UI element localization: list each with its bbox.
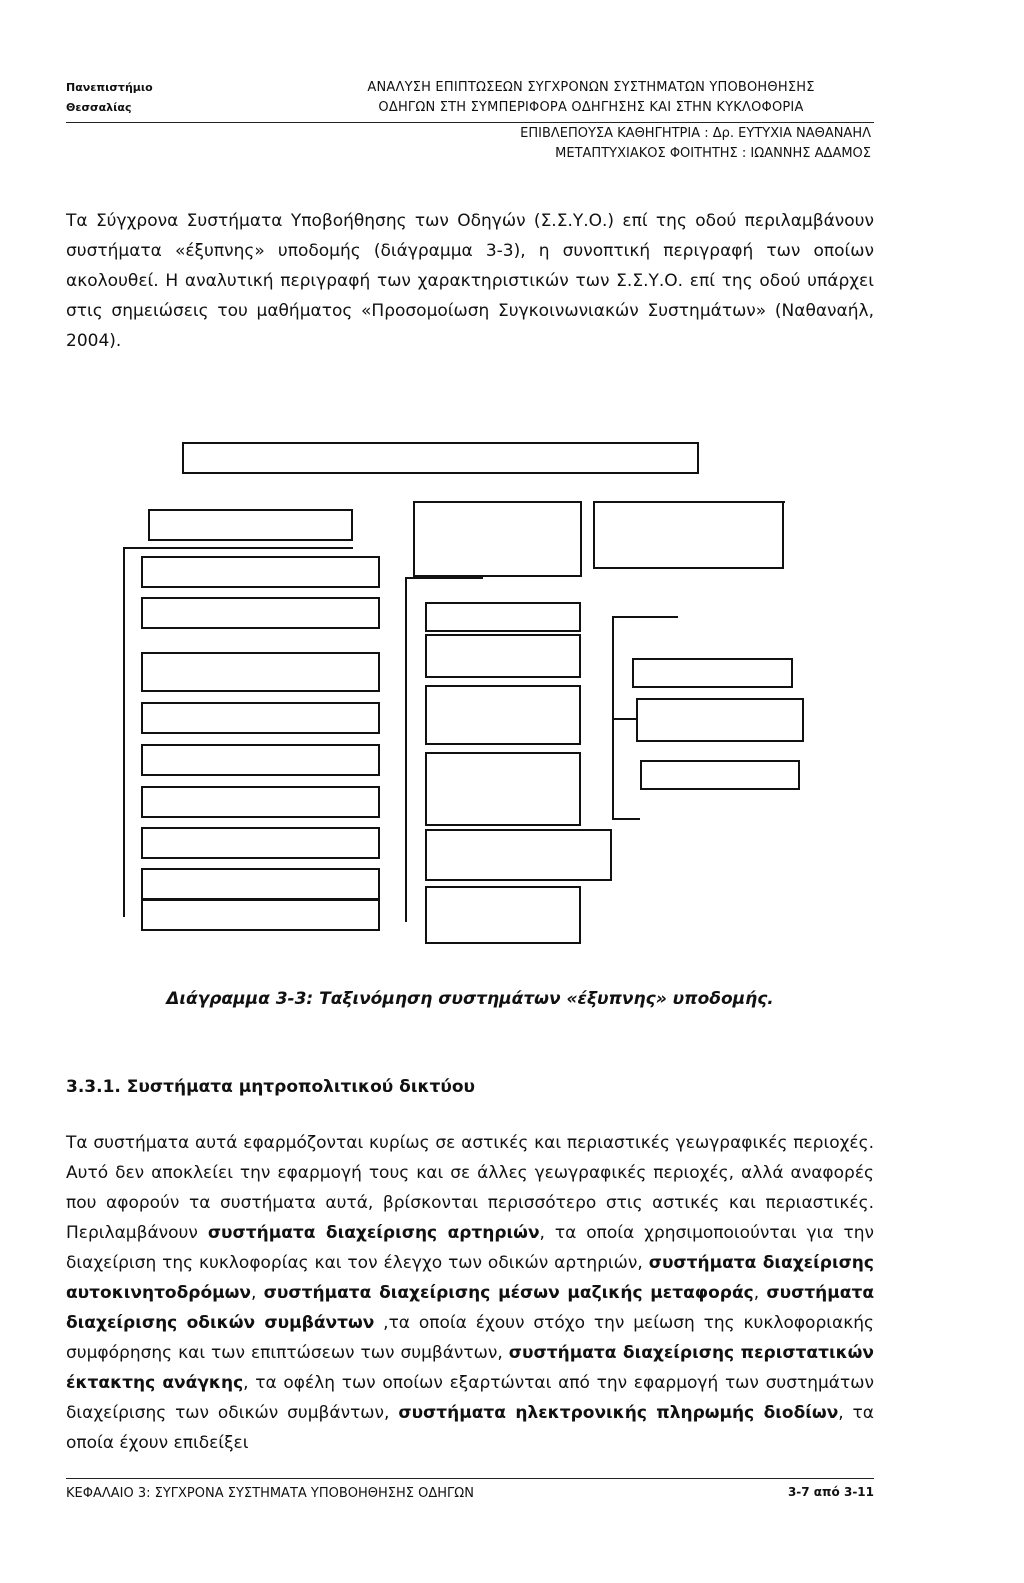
diagram-col2-item [425, 752, 581, 826]
diagram-col1-item [141, 786, 380, 818]
diagram-col2-item [425, 602, 581, 632]
intro-text: Τα Σύγχρονα Συστήματα Υποβοήθησης των Οδηγών (Σ.Σ.Υ.Ο.) επί της οδού περιλαμβάνουν συστήματα «έξυπνης» υποδομής (διάγραμμα 3-3), η συνοπτική περιγραφή των οποίων ακολουθεί. Η αναλυτική περιγραφή των χαρακτηριστικών των Σ.Σ.Υ.Ο. επί της οδού υπάρχει στις σημειώσεις του μαθήματος «Προσομοίωση Συγκοινωνιακών Συστημάτων» (Ναθαναήλ, 2004). [66, 211, 874, 351]
term-emergency-management: συστήματα διαχείρισης περιστατικών έκτακτης ανάγκης [66, 1343, 874, 1393]
term-arterial-management: συστήματα διαχείρισης αρτηριών [207, 1223, 540, 1243]
diagram-col1-item [141, 556, 380, 588]
diagram-col3-connector [612, 718, 636, 720]
thesis-title-line-2: ΟΔΗΓΩΝ ΣΤΗ ΣΥΜΠΕΡΙΦΟΡΑ ΟΔΗΓΗΣΗΣ ΚΑΙ ΣΤΗΝ ΚΥΚΛΟΦΟΡΙΑ [378, 100, 804, 115]
diagram-col2-line [405, 577, 483, 579]
term-incident-management: συστήματα διαχείρισης οδικών συμβάντων [66, 1283, 875, 1333]
university-line-1: Πανεπιστήμιο [66, 81, 153, 94]
diagram-col1-item [141, 744, 380, 776]
diagram-col1-item [141, 702, 380, 734]
diagram-col3-spine [612, 616, 614, 818]
student-line: ΜΕΤΑΠΤΥΧΙΑΚΟΣ ΦΟΙΤΗΤΗΣ : ΙΩΑΝΝΗΣ ΑΔΑΜΟΣ [555, 146, 871, 161]
section-heading: 3.3.1. Συστήματα μητροπολιτικού δικτύου [66, 1077, 476, 1097]
term-electronic-toll: συστήματα ηλεκτρονικής πληρωμής διοδίων [398, 1403, 839, 1423]
text-run: Τα συστήματα αυτά εφαρμόζονται κυρίως σε αστικές και περιαστικές γεωγραφικές περιοχές. Αυτό δεν αποκλείει την εφαρμογή τους και σε άλλες γεωγραφικές περιοχές, αλλά αναφορές που αφορούν τα συστήματα αυτά, βρίσκονται περισσότερο στις αστικές και περιαστικές. Περιλαμβάνουν [66, 1133, 874, 1243]
diagram-col2-spine [405, 577, 407, 922]
diagram-col1-item [141, 597, 380, 629]
text-run: , τα οποία έχουν επιδείξει [66, 1403, 875, 1453]
diagram-caption: Διάγραμμα 3-3: Ταξινόμηση συστημάτων «έξυπνης» υποδομής. [166, 989, 774, 1009]
section-paragraph [66, 1128, 874, 1458]
diagram-col3-line [612, 616, 678, 618]
university-line-2: Θεσσαλίας [66, 101, 132, 114]
diagram-col1-item [141, 652, 380, 692]
text-run: , [251, 1283, 264, 1303]
diagram-col3-header [593, 501, 784, 569]
diagram-col2-item [425, 634, 581, 678]
diagram-col3-item [632, 658, 793, 688]
term-transit-management: συστήματα διαχείρισης μέσων μαζικής μεταφοράς [263, 1283, 754, 1303]
footer-chapter: ΚΕΦΑΛΑΙΟ 3: ΣΥΓΧΡΟΝΑ ΣΥΣΤΗΜΑΤΑ ΥΠΟΒΟΗΘΗΣΗΣ ΟΔΗΓΩΝ [66, 1486, 474, 1501]
diagram-col3-connector [612, 818, 640, 820]
diagram-col1-header [148, 509, 353, 541]
diagram-col1-line [123, 547, 353, 549]
diagram-col1-item [141, 868, 380, 900]
term-freeway-management: συστήματα διαχείρισης αυτοκινητοδρόμων [66, 1253, 874, 1303]
text-run: , τα οφέλη των οποίων εξαρτώνται από την εφαρμογή των συστημάτων διαχείρισης των οδικών συμβάντων, [66, 1373, 874, 1423]
text-run: , [753, 1283, 767, 1303]
text-run: ,τα οποία έχουν στόχο την μείωση της κυκλοφοριακής συμφόρησης και των επιπτώσεων των συμβάντων, [66, 1313, 874, 1363]
diagram-col1-item [141, 827, 380, 859]
diagram-col3-item [636, 698, 804, 742]
diagram-col2-item [425, 829, 612, 881]
section-text [66, 1128, 874, 1458]
diagram-col2-header [413, 501, 582, 577]
diagram-col2-item [425, 685, 581, 745]
supervisor-line: ΕΠΙΒΛΕΠΟΥΣΑ ΚΑΘΗΓΗΤΡΙΑ : Δρ. ΕΥΤΥΧΙΑ ΝΑΘΑΝΑΗΛ [520, 126, 871, 141]
diagram-col1-item [141, 899, 380, 931]
text-run: , τα οποία χρησιμοποιούνται για την διαχείριση της κυκλοφορίας και τον έλεγχο των οδικών αρτηριών, [66, 1223, 874, 1273]
diagram-col3-item [640, 760, 800, 790]
footer-rule [66, 1478, 874, 1479]
thesis-title-line-1: ΑΝΑΛΥΣΗ ΕΠΙΠΤΩΣΕΩΝ ΣΥΓΧΡΟΝΩΝ ΣΥΣΤΗΜΑΤΩΝ ΥΠΟΒΟΗΘΗΣΗΣ [367, 80, 815, 95]
diagram-col1-spine [123, 547, 125, 917]
diagram-col3-topline [593, 501, 785, 503]
diagram-col2-item [425, 886, 581, 944]
diagram-root-box [182, 442, 699, 474]
footer-page-number: 3-7 από 3-11 [787, 1485, 874, 1499]
